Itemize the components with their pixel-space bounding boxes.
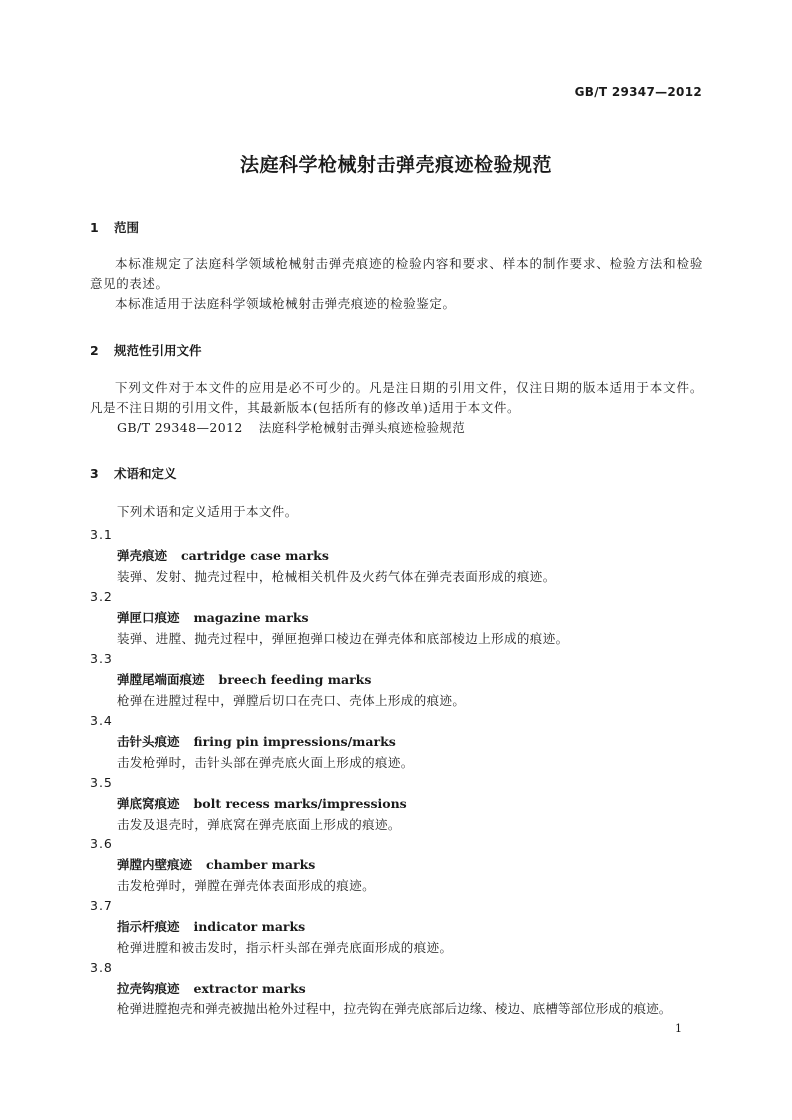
term-number: 3.8 <box>90 960 113 975</box>
term-heading <box>117 608 309 626</box>
section-2-title: 规范性引用文件 <box>114 343 202 358</box>
term-en: breech feeding marks <box>218 672 372 687</box>
term-zh: 弹底窝痕迹 <box>117 796 180 811</box>
term-heading <box>117 670 371 688</box>
term-zh: 拉壳钩痕迹 <box>117 981 180 996</box>
term-zh: 弹膛尾端面痕迹 <box>117 672 205 687</box>
term-definition: 击发及退壳时，弹底窝在弹壳底面上形成的痕迹。 <box>117 817 401 832</box>
section-3-number: 3 <box>90 466 99 481</box>
term-zh: 指示杆痕迹 <box>117 919 180 934</box>
section-1-paragraph-2: 本标准适用于法庭科学领域枪械射击弹壳痕迹的检验鉴定。 <box>115 296 456 311</box>
term-definition: 枪弹进膛抱壳和弹壳被抛出枪外过程中，拉壳钩在弹壳底部后边缘、棱边、底槽等部位形成的痕迹。 <box>117 1001 672 1016</box>
term-definition: 击发枪弹时，弹膛在弹壳体表面形成的痕迹。 <box>117 878 376 893</box>
term-heading <box>117 917 305 935</box>
term-en: firing pin impressions/marks <box>193 734 396 749</box>
term-en: indicator marks <box>193 919 306 934</box>
term-definition: 击发枪弹时，击针头部在弹壳底火面上形成的痕迹。 <box>117 755 414 770</box>
term-en: magazine marks <box>193 610 309 625</box>
term-heading <box>117 855 315 873</box>
term-zh: 弹膛内壁痕迹 <box>117 857 193 872</box>
section-1-title: 范围 <box>114 220 140 235</box>
section-1-heading <box>90 218 139 236</box>
normative-reference <box>117 418 465 436</box>
reference-title: 法庭科学枪械射击弹头痕迹检验规范 <box>258 420 466 435</box>
term-heading <box>117 794 407 812</box>
section-3-heading <box>90 464 177 482</box>
term-number: 3.3 <box>90 651 113 666</box>
term-definition: 装弹、进膛、抛壳过程中，弹匣抱弹口棱边在弹壳体和底部棱边上形成的痕迹。 <box>117 631 569 646</box>
section-3-intro: 下列术语和定义适用于本文件。 <box>117 504 298 519</box>
term-definition: 装弹、发射、抛壳过程中，枪械相关机件及火药气体在弹壳表面形成的痕迹。 <box>117 569 556 584</box>
term-number: 3.5 <box>90 775 113 790</box>
term-en: cartridge case marks <box>181 548 329 563</box>
term-zh: 击针头痕迹 <box>117 734 180 749</box>
term-en: bolt recess marks/impressions <box>193 796 407 811</box>
section-2-paragraph-1: 下列文件对于本文件的应用是必不可少的。凡是注日期的引用文件，仅注日期的版本适用于本文件。凡是不注日期的引用文件，其最新版本(包括所有的修改单)适用于本文件。 <box>90 380 703 415</box>
term-number: 3.2 <box>90 589 113 604</box>
page-number: 1 <box>675 1022 682 1035</box>
section-1-paragraph-1: 本标准规定了法庭科学领域枪械射击弹壳痕迹的检验内容和要求、样本的制作要求、检验方法和检验意见的表述。 <box>90 256 703 291</box>
term-heading <box>117 979 306 997</box>
term-en: extractor marks <box>193 981 306 996</box>
term-en: chamber marks <box>206 857 316 872</box>
term-definition: 枪弹在进膛过程中，弹膛后切口在壳口、壳体上形成的痕迹。 <box>117 693 466 708</box>
reference-code: GB/T 29348—2012 <box>117 420 243 435</box>
term-heading <box>117 732 396 750</box>
term-number: 3.7 <box>90 898 113 913</box>
section-2-heading <box>90 341 202 359</box>
section-2-number: 2 <box>90 343 99 358</box>
term-number: 3.6 <box>90 836 113 851</box>
document-title: 法庭科学枪械射击弹壳痕迹检验规范 <box>239 154 552 176</box>
term-number: 3.1 <box>90 527 113 542</box>
term-number: 3.4 <box>90 713 113 728</box>
term-zh: 弹壳痕迹 <box>117 548 168 563</box>
term-definition: 枪弹进膛和被击发时，指示杆头部在弹壳底面形成的痕迹。 <box>117 940 453 955</box>
section-1-number: 1 <box>90 220 99 235</box>
term-heading <box>117 546 329 564</box>
document-code: GB/T 29347—2012 <box>574 85 702 99</box>
section-3-title: 术语和定义 <box>114 466 177 481</box>
term-zh: 弹匣口痕迹 <box>117 610 180 625</box>
